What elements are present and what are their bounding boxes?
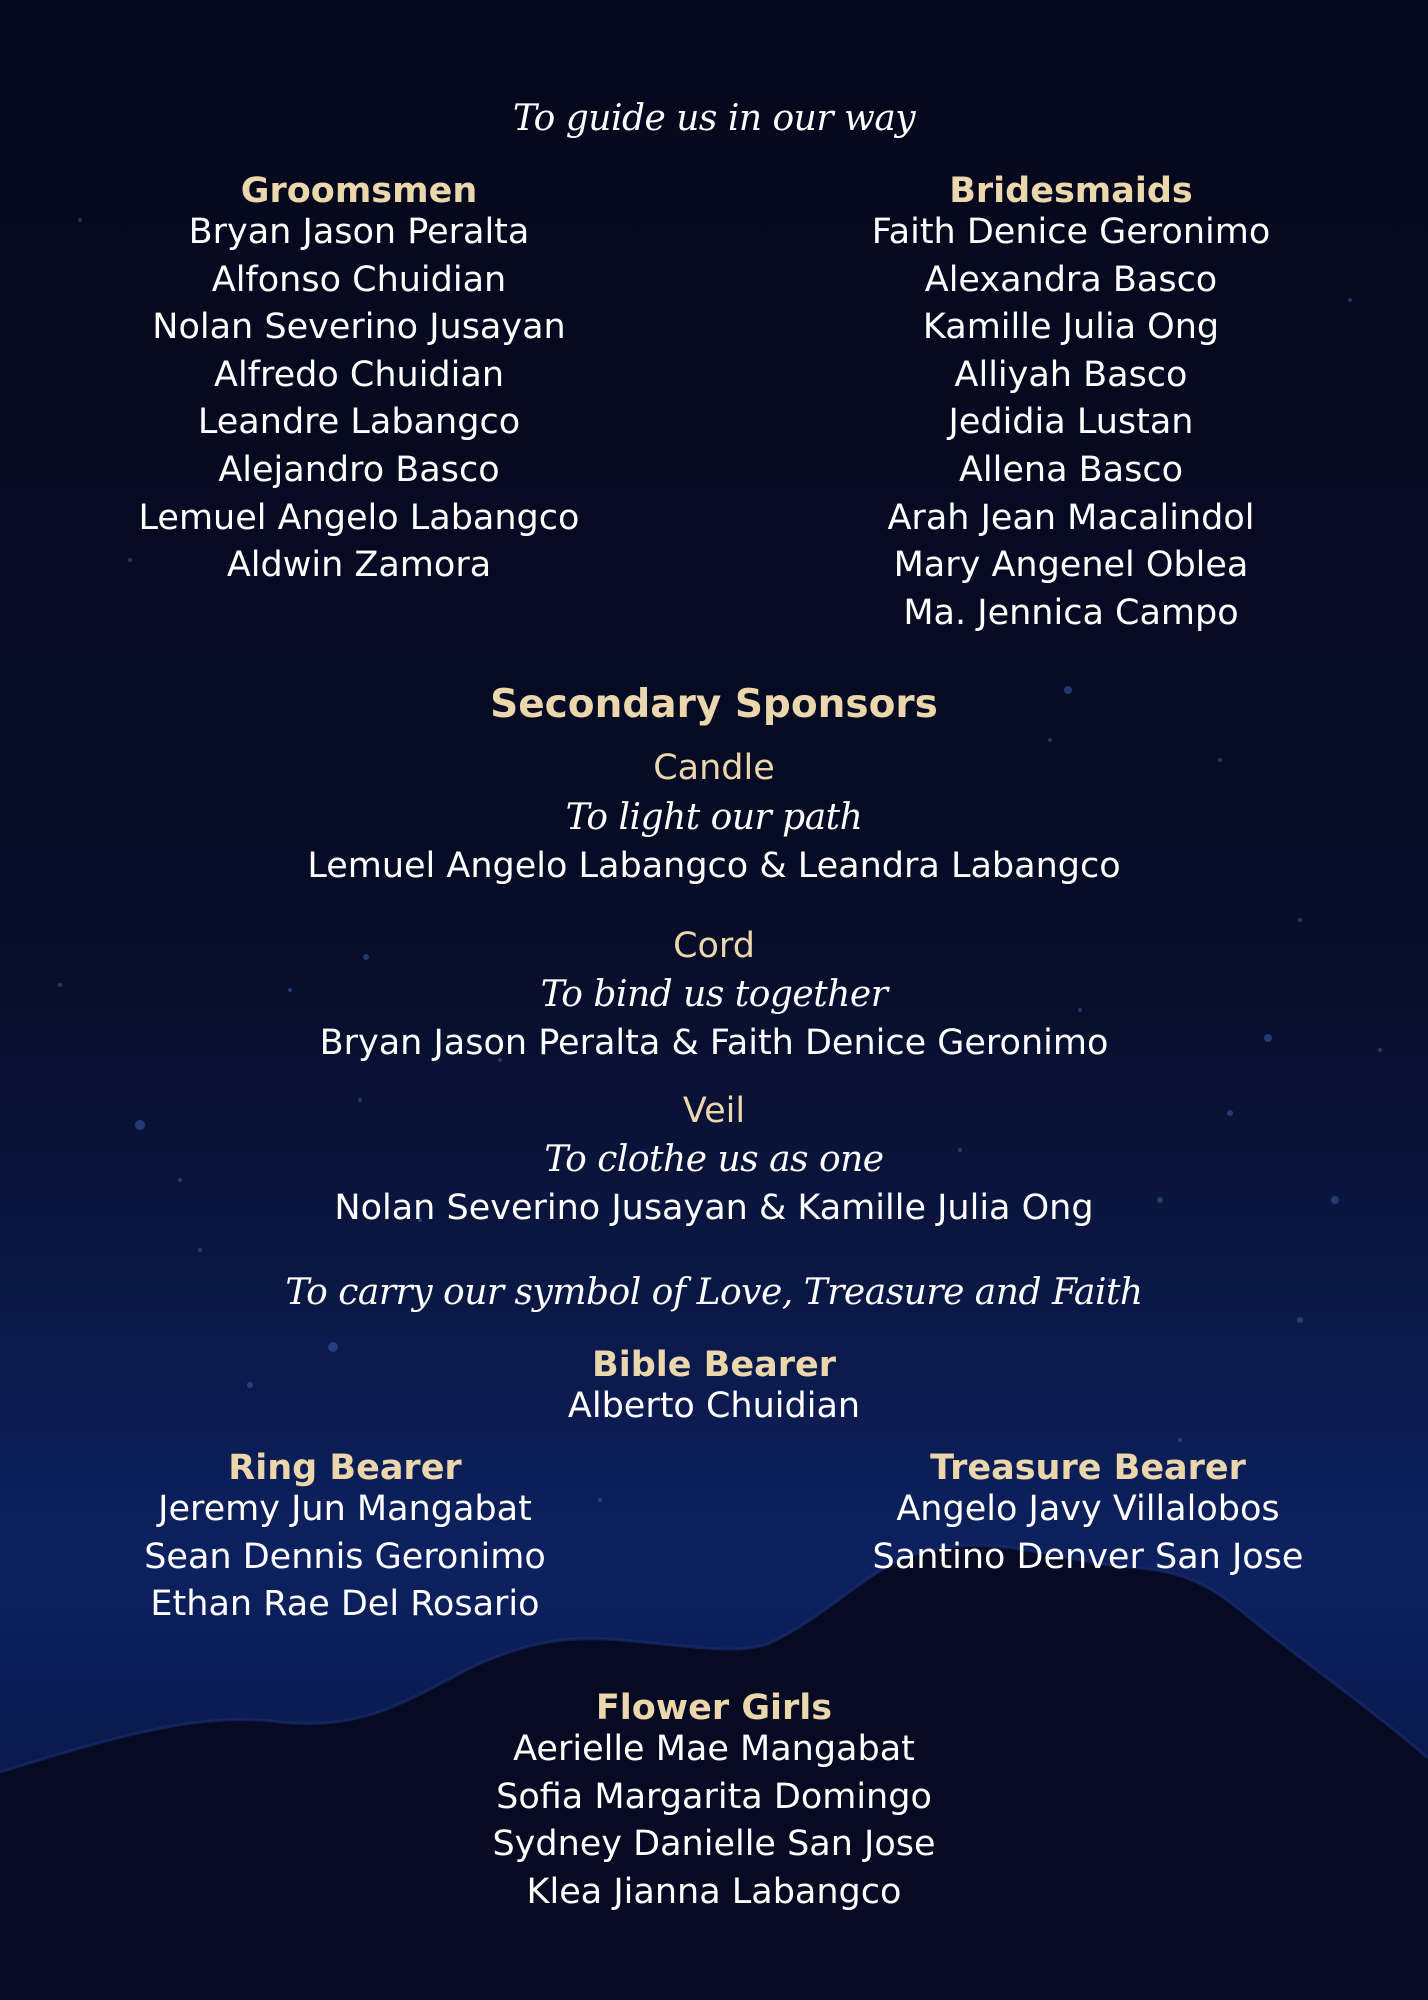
bridesmaid-name: Allena Basco xyxy=(958,449,1184,490)
bridesmaids-section xyxy=(771,171,1371,637)
treasure-bearer-title: Treasure Bearer xyxy=(930,1448,1246,1488)
bridesmaid-name: Alliyah Basco xyxy=(954,354,1188,395)
ring-bearer-name: Ethan Rae Del Rosario xyxy=(150,1584,540,1625)
treasure-bearer-name: Angelo Javy Villalobos xyxy=(896,1489,1280,1529)
ring-bearer-name: Sean Dennis Geronimo xyxy=(144,1536,546,1577)
groomsman-name: Aldwin Zamora xyxy=(226,545,492,586)
veil-sponsors: Nolan Severino Jusayan & Kamille Julia Ong xyxy=(334,1188,1094,1228)
candle-sponsors: Lemuel Angelo Labangco & Leandra Labangco xyxy=(307,846,1121,886)
bridesmaids-list xyxy=(771,209,1371,637)
bridesmaid-name: Kamille Julia Ong xyxy=(922,307,1220,348)
bible-bearer-list xyxy=(414,1383,1014,1431)
cord-sponsors: Bryan Jason Peralta & Faith Denice Geronimo xyxy=(319,1023,1109,1063)
groomsman-name: Bryan Jason Peralta xyxy=(188,212,530,252)
bridesmaid-name: Mary Angenel Oblea xyxy=(893,545,1249,586)
guide-line: To guide us in our way xyxy=(512,98,916,139)
ring-bearer-name: Jeremy Jun Mangabat xyxy=(158,1489,532,1529)
veil-verse: To clothe us as one xyxy=(544,1139,884,1180)
groomsmen-section xyxy=(59,171,659,590)
flower-girl-name: Sofia Margarita Domingo xyxy=(496,1776,932,1817)
bridesmaid-name: Alexandra Basco xyxy=(924,259,1218,300)
bridesmaids-title: Bridesmaids xyxy=(949,171,1193,211)
treasure-bearer-section xyxy=(788,1448,1388,1581)
ring-bearer-title: Ring Bearer xyxy=(228,1448,462,1488)
treasure-bearer-list xyxy=(788,1486,1388,1581)
groomsmen-title: Groomsmen xyxy=(240,171,478,211)
bridesmaid-name: Ma. Jennica Campo xyxy=(903,592,1239,633)
bridesmaid-name: Arah Jean Macalindol xyxy=(887,497,1255,538)
flower-girl-name: Aerielle Mae Mangabat xyxy=(513,1729,915,1769)
treasure-bearer-name: Santino Denver San Jose xyxy=(872,1536,1304,1577)
candle-verse: To light our path xyxy=(565,797,863,838)
groomsman-name: Leandre Labangco xyxy=(197,402,521,443)
groomsman-name: Lemuel Angelo Labangco xyxy=(138,497,580,538)
groomsman-name: Alejandro Basco xyxy=(218,449,500,490)
flower-girls-title: Flower Girls xyxy=(595,1688,833,1728)
flower-girls-section xyxy=(414,1688,1014,1916)
flower-girls-list xyxy=(414,1726,1014,1916)
bible-bearer-name: Alberto Chuidian xyxy=(567,1386,861,1426)
bridesmaid-name: Jedidia Lustan xyxy=(948,402,1194,443)
bible-bearer-section xyxy=(414,1345,1014,1431)
cord-verse: To bind us together xyxy=(540,974,888,1015)
bridesmaid-name: Faith Denice Geronimo xyxy=(871,212,1271,252)
groomsmen-list xyxy=(59,209,659,590)
cord-label: Cord xyxy=(673,926,755,966)
candle-label: Candle xyxy=(653,748,775,788)
flower-girl-name: Klea Jianna Labangco xyxy=(526,1871,902,1912)
groomsman-name: Nolan Severino Jusayan xyxy=(152,307,566,348)
carry-line: To carry our symbol of Love, Treasure and Faith xyxy=(285,1272,1143,1313)
secondary-sponsors-title: Secondary Sponsors xyxy=(490,682,938,727)
ring-bearer-list xyxy=(45,1486,645,1629)
groomsman-name: Alfredo Chuidian xyxy=(214,354,504,395)
bible-bearer-title: Bible Bearer xyxy=(592,1345,836,1385)
veil-label: Veil xyxy=(682,1091,746,1131)
ring-bearer-section xyxy=(45,1448,645,1629)
groomsman-name: Alfonso Chuidian xyxy=(211,259,507,300)
flower-girl-name: Sydney Danielle San Jose xyxy=(492,1824,936,1865)
